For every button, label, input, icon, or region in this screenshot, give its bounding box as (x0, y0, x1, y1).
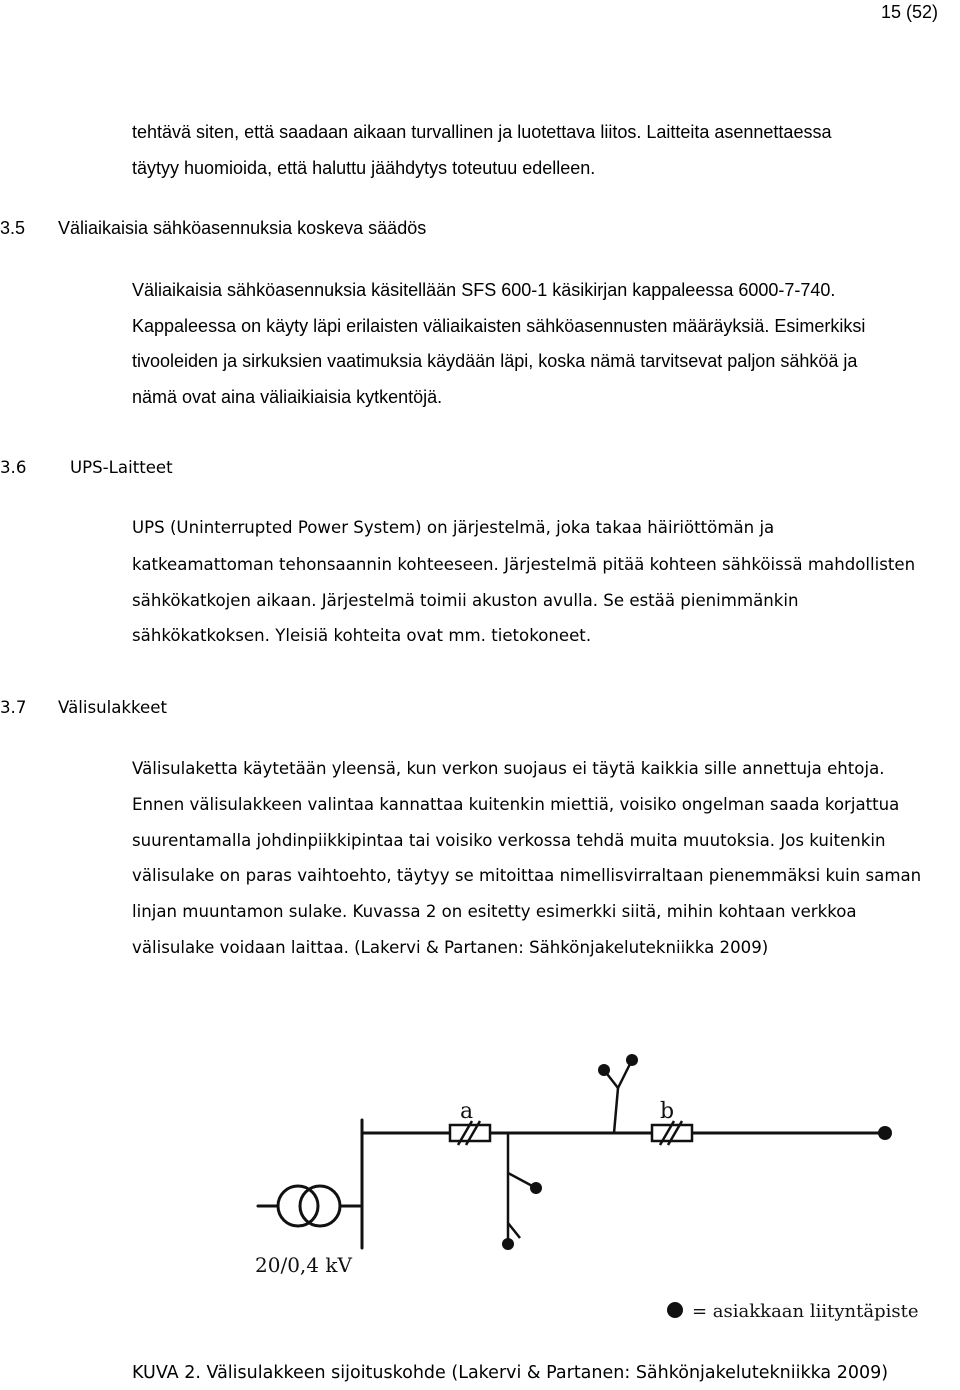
sec37-line-2: Ennen välisulakkeen valintaa kannattaa kuitenkin miettiä, voisiko ongelman saada korjattua (132, 795, 900, 814)
figure-caption: KUVA 2. Välisulakkeen sijoituskohde (Lakervi & Partanen: Sähkönjakelutekniikka 2009) (132, 1363, 889, 1383)
sec36-line-2: katkeamattoman tehonsaannin kohteeseen. Järjestelmä pitää kohteen sähköissä mahdollisten (132, 555, 916, 574)
sec36-line-4: sähkökatkoksen. Yleisiä kohteita ovat mm. tietokoneet. (132, 626, 592, 645)
connection-point (878, 1126, 892, 1140)
intro-line-2: täytyy huomioida, että haluttu jäähdytys toteutuu edelleen. (132, 158, 596, 178)
sec37-line-5: linjan muuntamon sulake. Kuvassa 2 on esitetty esimerkki siitä, mihin kohtaan verkkoa (132, 902, 857, 921)
sec35-line-2: Kappaleessa on käyty läpi erilaisten väliaikaisten sähköasennusten määräyksiä. Esimerkiksi (132, 316, 866, 336)
sec37-line-1: Välisulaketta käytetään yleensä, kun verkon suojaus ei täytä kaikkia sille annettuja ehtoja. (132, 759, 885, 778)
fuse-a (450, 1121, 490, 1145)
sec37-line-4: välisulake on paras vaihtoehto, täytyy se mitoittaa nimellisvirraltaan pienemmäksi kuin saman (132, 866, 922, 885)
section-3-7-number: 3.7 (0, 698, 27, 717)
transformer-coil-right (300, 1186, 340, 1226)
connection-point (530, 1182, 542, 1194)
section-3-6-number: 3.6 (0, 458, 27, 477)
connection-point (598, 1064, 610, 1076)
sec35-line-3: tivooleiden ja sirkuksien vaatimuksia käydään läpi, koska nämä tarvitsevat paljon sähköä ja (132, 351, 858, 371)
intro-line-1: tehtävä siten, että saadaan aikaan turvallinen ja luotettava liitos. Laitteita asennettaessa (132, 122, 832, 142)
connection-point (626, 1054, 638, 1066)
sec37-line-3: suurentamalla johdinpiikkipintaa tai voisiko verkossa tehdä muita muutoksia. Jos kuitenkin (132, 831, 886, 850)
section-3-7-title: Välisulakkeet (58, 698, 167, 717)
sec35-line-4: nämä ovat aina väliaikiaisia kytkentöjä. (132, 387, 443, 407)
network-diagram (240, 1048, 960, 1348)
sec36-line-3: sähkökatkojen aikaan. Järjestelmä toimii akuston avulla. Se estää pienimmänkin (132, 591, 799, 610)
legend-dot (667, 1302, 683, 1318)
sec37-line-6: välisulake voidaan laittaa. (Lakervi & Partanen: Sähkönjakelutekniikka 2009) (132, 938, 769, 957)
transformer-label: 20/0,4 kV (255, 1253, 352, 1277)
sec36-line-1: UPS (Uninterrupted Power System) on järjestelmä, joka takaa häiriöttömän ja (132, 518, 775, 537)
legend-text: = asiakkaan liityntäpiste (692, 1301, 919, 1322)
section-3-6-title: UPS-Laitteet (70, 458, 173, 477)
label-b: b (660, 1099, 675, 1124)
label-a: a (460, 1099, 474, 1124)
page-number: 15 (52) (880, 2, 938, 22)
transformer-coil-left (278, 1186, 318, 1226)
fuse-b (652, 1121, 692, 1145)
sec35-line-1: Väliaikaisia sähköasennuksia käsitellään SFS 600-1 käsikirjan kappaleessa 6000-7-740. (132, 280, 836, 300)
section-3-5-number: 3.5 (0, 218, 26, 238)
section-3-5-title: Väliaikaisia sähköasennuksia koskeva säädös (58, 218, 427, 238)
connection-point (502, 1238, 514, 1250)
